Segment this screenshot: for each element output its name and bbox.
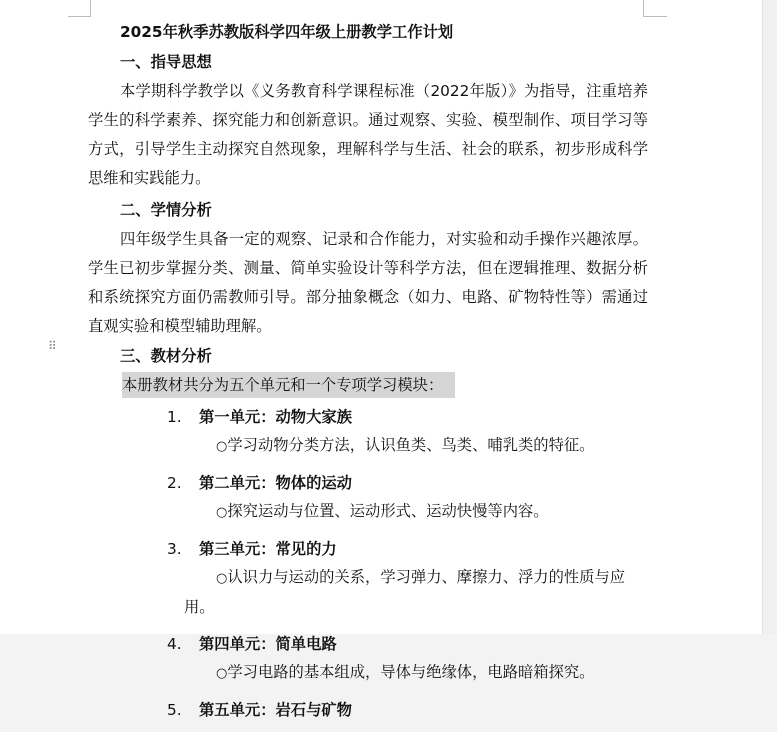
section-heading-guiding-ideology: 一、指导思想 xyxy=(120,53,212,71)
document-title: 2025年秋季苏教版科学四年级上册教学工作计划 xyxy=(120,23,454,41)
crop-mark-top-left-horizontal xyxy=(68,16,91,17)
paragraph-student-analysis: 四年级学生具备一定的观察、记录和合作能力，对实验和动手操作兴趣浓厚。学生已初步掌握分类、测量、简单实验设计等科学方法，但在逻辑推理、数据分析和系统探究方面仍需教师引导。部分抽象概念（如力、电路、矿物特性等）需通过直观实验和模型辅助理解。 xyxy=(88,230,648,335)
list-item-number: 5. xyxy=(167,701,182,719)
document-body[interactable] xyxy=(88,18,648,732)
list-item-number: 1. xyxy=(167,408,182,426)
list-item-title: 第三单元：常见的力 xyxy=(199,540,337,558)
list-item-description xyxy=(184,563,648,622)
crop-mark-top-left-vertical xyxy=(90,0,91,16)
circle-bullet-icon: ○ xyxy=(216,505,228,520)
list-item-description-text: 探究运动与位置、运动形式、运动快慢等内容。 xyxy=(227,502,549,520)
list-item xyxy=(88,469,648,527)
list-item-title: 第二单元：物体的运动 xyxy=(199,474,352,492)
list-item-title: 第一单元：动物大家族 xyxy=(199,408,352,426)
list-item xyxy=(88,535,648,622)
crop-mark-top-right-horizontal xyxy=(643,16,667,17)
paragraph-guiding-ideology: 本学期科学教学以《义务教育科学课程标准（2022年版）》为指导，注重培养学生的科学素养、探究能力和创新意识。通过观察、实验、模型制作、项目学习等方式，引导学生主动探究自然现象，理解科学与生活、社会的联系，初步形成科学思维和实践能力。 xyxy=(88,82,648,187)
list-item-number: 3. xyxy=(167,540,182,558)
circle-bullet-icon: ○ xyxy=(216,439,228,454)
list-item-title: 第四单元：简单电路 xyxy=(199,635,337,653)
list-item xyxy=(88,696,648,724)
vertical-scrollbar[interactable] xyxy=(762,0,777,634)
list-item-description xyxy=(184,431,648,461)
list-item-title: 第五单元：岩石与矿物 xyxy=(199,701,352,719)
list-item xyxy=(88,403,648,461)
list-item-description xyxy=(184,497,648,527)
list-item-description xyxy=(184,658,648,688)
list-item xyxy=(88,630,648,688)
list-item-number: 4. xyxy=(167,635,182,653)
circle-bullet-icon: ○ xyxy=(216,571,228,586)
selected-paragraph-row xyxy=(88,371,648,400)
list-item-description-text: 学习电路的基本组成，导体与绝缘体，电路暗箱探究。 xyxy=(227,663,595,681)
unit-list xyxy=(88,403,648,724)
list-item-number: 2. xyxy=(167,474,182,492)
list-item-description-text: 认识力与运动的关系，学习弹力、摩擦力、浮力的性质与应用。 xyxy=(184,568,626,616)
circle-bullet-icon: ○ xyxy=(216,666,228,681)
list-item-description-text: 学习动物分类方法，认识鱼类、鸟类、哺乳类的特征。 xyxy=(227,436,595,454)
section-heading-student-analysis: 二、学情分析 xyxy=(120,201,212,219)
crop-mark-top-right-vertical xyxy=(643,0,644,16)
section-heading-textbook-analysis: 三、教材分析 xyxy=(120,347,212,365)
selected-paragraph[interactable]: 本册教材共分为五个单元和一个专项学习模块： xyxy=(122,372,455,398)
paragraph-drag-handle-icon[interactable]: ⠿ xyxy=(48,339,58,353)
